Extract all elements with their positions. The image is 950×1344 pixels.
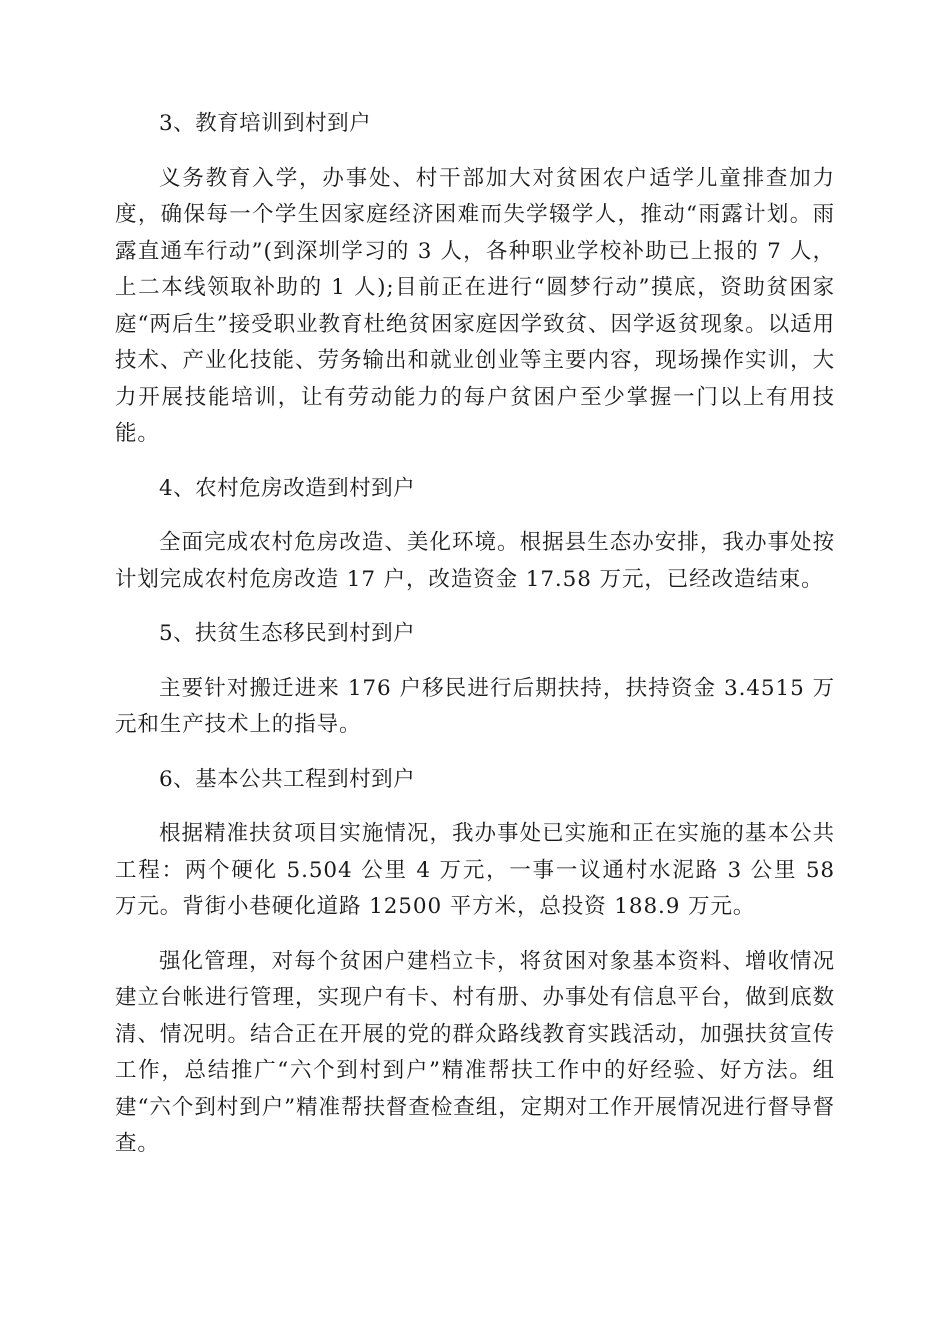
- body-paragraph: 义务教育入学，办事处、村干部加大对贫困农户适学儿童排查加力度，确保每一个学生因家庭经济困难而失学辍学人，推动“雨露计划。雨露直通车行动”(到深圳学习的 3 人，各种职业学校补助已上报的 7 人，上二本线领取补助的 1 人);目前正在进行“圆梦行动”摸底，资助贫困家庭“两后生”接受职业教育杜绝贫困家庭因学致贫、因学返贫现象。以适用技术、产业化技能、劳务输出和就业创业等主要内容，现场操作实训，大力开展技能培训，让有劳动能力的每户贫困户至少掌握一门以上有用技能。: [115, 165, 835, 446]
- body-paragraph: 强化管理，对每个贫困户建档立卡，将贫困对象基本资料、增收情况建立台帐进行管理，实现户有卡、村有册、办事处有信息平台，做到底数清、情况明。结合正在开展的党的群众路线教育实践活动，加强扶贫宣传工作，总结推广“六个到村到户”精准帮扶工作中的好经验、好方法。组建“六个到村到户”精准帮扶督查检查组，定期对工作开展情况进行督导督查。: [115, 948, 835, 1156]
- document-body: [115, 106, 835, 1181]
- body-paragraph: 主要针对搬迁进来 176 户移民进行后期扶持，扶持资金 3.4515 万元和生产技术上的指导。: [115, 675, 835, 737]
- body-paragraph: 根据精准扶贫项目实施情况，我办事处已实施和正在实施的基本公共工程：两个硬化 5.504 公里 4 万元，一事一议通村水泥路 3 公里 58 万元。背街小巷硬化道路 12500 平方米，总投资 188.9 万元。: [115, 821, 835, 919]
- body-paragraph: 全面完成农村危房改造、美化环境。根据县生态办安排，我办事处按计划完成农村危房改造 17 户，改造资金 17.58 万元，已经改造结束。: [115, 530, 835, 592]
- section-heading: 6、基本公共工程到村到户: [159, 766, 416, 792]
- section-education-training: [115, 106, 835, 453]
- section-ecological-migration: [115, 616, 835, 744]
- section-heading: 4、农村危房改造到村到户: [159, 475, 416, 501]
- section-heading: 5、扶贫生态移民到村到户: [159, 621, 416, 646]
- section-public-works: [115, 762, 835, 1163]
- section-housing-renovation: [115, 471, 835, 599]
- section-heading: 3、教育培训到村到户: [159, 111, 372, 136]
